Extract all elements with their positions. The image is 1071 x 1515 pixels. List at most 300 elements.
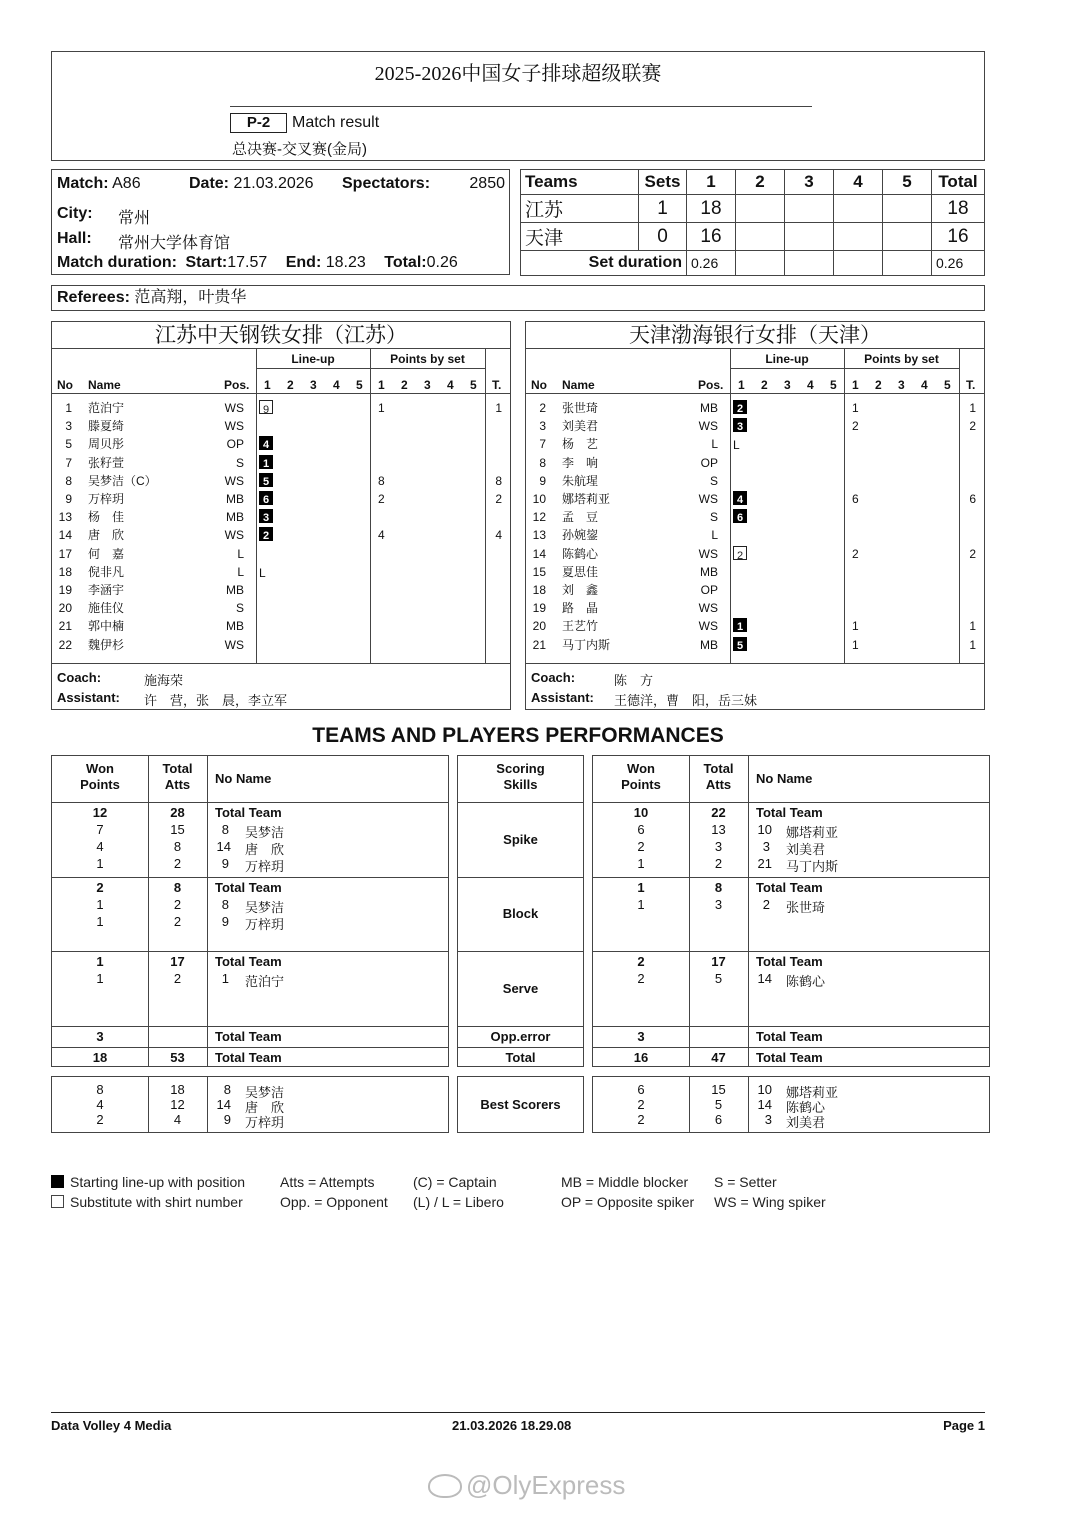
- player-no: 3: [539, 419, 546, 434]
- perf-rule: [52, 877, 448, 878]
- player-pos: WS: [698, 419, 718, 434]
- points-set1: 1: [852, 401, 859, 415]
- spike-team-atts: 28: [170, 805, 185, 820]
- player-atts: 2: [714, 856, 723, 871]
- best-won: 2: [637, 1112, 645, 1127]
- player-no: 19: [532, 601, 546, 616]
- lineup-set-col: 2: [287, 378, 294, 392]
- player-name: 魏伊杉: [88, 637, 125, 652]
- points-total: 4: [495, 528, 502, 543]
- player-atts: 13: [711, 822, 726, 837]
- col-pos: Pos.: [224, 378, 250, 392]
- player-name: 唐 欣: [245, 842, 285, 857]
- legend-atts: Atts = Attempts: [280, 1174, 375, 1190]
- lineup-set-col: 5: [830, 378, 837, 392]
- best-atts: 12: [170, 1097, 185, 1112]
- best-name: 陈鹤心: [786, 1100, 826, 1115]
- player-no: 10: [532, 492, 546, 506]
- player-row: [52, 563, 510, 581]
- player-name: 马丁内斯: [562, 637, 611, 652]
- legend-substitute: Substitute with shirt number: [70, 1194, 243, 1210]
- player-name: 陈鹤心: [786, 974, 826, 989]
- player-won: 1: [96, 856, 104, 871]
- legend-captain: (C) = Captain: [413, 1174, 497, 1190]
- lineup-marker: 4: [733, 491, 747, 505]
- legend-opp: Opp. = Opponent: [280, 1194, 388, 1210]
- set1-duration: 0.26: [687, 251, 736, 276]
- player-row: [52, 472, 510, 490]
- lineup-header: Line-up: [291, 352, 335, 366]
- player-row: [52, 399, 510, 417]
- player-row: [52, 417, 510, 435]
- player-row: [52, 617, 510, 635]
- lineup-marker: 6: [733, 509, 747, 523]
- col-no: No: [531, 378, 547, 392]
- player-no: 15: [532, 564, 546, 579]
- block-team-atts: 8: [173, 880, 182, 895]
- player-pos: WS: [224, 419, 244, 434]
- player-row: [526, 545, 984, 563]
- skill-block: Block: [502, 906, 539, 921]
- player-name: 郭中楠: [88, 619, 125, 634]
- left-best-scorers: [51, 1076, 449, 1133]
- points-total: 8: [495, 473, 502, 488]
- roster-rule: [526, 348, 984, 349]
- h-won: Won: [86, 761, 114, 776]
- player-no: 13: [58, 510, 72, 525]
- h-total: Total: [162, 761, 193, 776]
- player-name: 何 嘉: [88, 546, 125, 561]
- col-name: Name: [88, 378, 121, 392]
- th-total: Total: [932, 170, 985, 195]
- player-atts: 15: [170, 822, 185, 837]
- player-pos: WS: [698, 601, 718, 616]
- player-won: 1: [637, 856, 645, 871]
- home-set1: 18: [687, 195, 736, 223]
- block-team-won: 1: [637, 880, 645, 895]
- player-row: [52, 636, 510, 654]
- player-name: 滕夏绮: [88, 419, 125, 434]
- set-duration-label: Set duration: [521, 251, 687, 276]
- player-pos: OP: [226, 437, 244, 452]
- lineup-marker: 1: [259, 455, 273, 469]
- h-atts: Atts: [705, 777, 732, 792]
- player-won: 4: [96, 839, 104, 854]
- spectators-label: Spectators:: [342, 175, 431, 192]
- player-pos: MB: [226, 583, 244, 597]
- player-pos: L: [711, 528, 718, 543]
- best-name: 娜塔莉亚: [786, 1085, 839, 1100]
- coach-label: Coach:: [57, 670, 102, 685]
- right-performance-table: [592, 755, 990, 1067]
- points-set1: 8: [378, 473, 385, 488]
- points-set-col: 1: [378, 378, 385, 392]
- player-no: 21: [757, 856, 772, 871]
- player-no: 13: [532, 528, 546, 543]
- home-roster: [51, 321, 511, 710]
- player-name: 万梓玥: [245, 917, 285, 932]
- player-no: 20: [58, 601, 72, 616]
- set5-duration: [883, 251, 932, 276]
- points-total: 1: [969, 619, 976, 634]
- player-name: 陈鹤心: [562, 546, 599, 561]
- player-row: [526, 599, 984, 617]
- perf-rule: [458, 877, 583, 878]
- lineup-set-col: 4: [807, 378, 814, 392]
- player-pos: WS: [698, 492, 718, 506]
- report-code: P-2: [230, 113, 287, 133]
- player-won: 7: [96, 822, 104, 837]
- player-row: [526, 417, 984, 435]
- serve-total-team: Total Team: [756, 954, 823, 969]
- legend-s: S = Setter: [714, 1174, 777, 1190]
- serve-team-atts: 17: [711, 954, 726, 969]
- spike-team-atts: 22: [711, 805, 726, 820]
- player-name: 万梓玥: [88, 492, 125, 506]
- player-pos: WS: [224, 528, 244, 543]
- lineup-set-col: 1: [738, 378, 745, 392]
- player-atts: 3: [714, 839, 723, 854]
- h-skills: Skills: [503, 777, 538, 792]
- best-no: 10: [757, 1082, 772, 1097]
- player-pos: L: [237, 546, 244, 561]
- h-scoring: Scoring: [496, 761, 545, 776]
- player-no: 8: [539, 455, 546, 470]
- player-no: 21: [532, 637, 546, 652]
- player-atts: 3: [714, 897, 723, 912]
- player-pos: WS: [224, 637, 244, 652]
- match-date: 21.03.2026: [233, 175, 314, 192]
- points-set-col: 1: [852, 378, 859, 392]
- block-total-team: Total Team: [756, 880, 823, 895]
- legend-ws: WS = Wing spiker: [714, 1194, 826, 1210]
- player-pos: S: [709, 473, 718, 488]
- skill-opp: Opp.error: [490, 1029, 551, 1044]
- player-pos: MB: [226, 492, 244, 506]
- lineup-marker: 2: [733, 400, 747, 414]
- coach-name: 陈 方: [614, 673, 654, 688]
- libero-marker: L: [259, 565, 266, 580]
- player-no: 20: [532, 619, 546, 634]
- performance-title: TEAMS AND PLAYERS PERFORMANCES: [312, 724, 724, 747]
- match-number: A86: [112, 175, 141, 192]
- points-set1: 4: [378, 528, 385, 543]
- player-name: 杨 佳: [88, 510, 125, 525]
- left-performance-table: [51, 755, 449, 1067]
- player-no: 10: [757, 822, 772, 837]
- hall-value: 常州大学体育馆: [118, 235, 231, 252]
- player-pos: WS: [224, 401, 244, 415]
- perf-rule: [458, 802, 583, 803]
- h-total: Total: [703, 761, 734, 776]
- player-row: [526, 454, 984, 472]
- player-row: [526, 617, 984, 635]
- player-no: 1: [221, 971, 229, 986]
- points-set1: 1: [378, 401, 385, 415]
- total-total-team: Total Team: [215, 1050, 282, 1065]
- watermark-text: @OlyExpress: [466, 1470, 626, 1500]
- player-name: 倪非凡: [88, 564, 125, 579]
- perf-rule: [593, 1026, 989, 1027]
- points-set-col: 2: [875, 378, 882, 392]
- th-set2: 2: [736, 170, 785, 195]
- points-set-col: 5: [470, 378, 477, 392]
- best-name: 万梓玥: [245, 1115, 285, 1130]
- lineup-set-col: 2: [761, 378, 768, 392]
- player-no: 21: [58, 619, 72, 634]
- starting-square-icon: [51, 1175, 64, 1188]
- best-won: 8: [96, 1082, 104, 1097]
- start-time: 17.57: [227, 254, 268, 271]
- spike-team-won: 10: [633, 805, 649, 820]
- points-set1: 1: [852, 637, 859, 652]
- player-name: 唐 欣: [88, 528, 125, 543]
- h-points: Points: [80, 777, 120, 792]
- player-row: [52, 526, 510, 544]
- hall-label: Hall:: [57, 230, 92, 247]
- player-row: [52, 454, 510, 472]
- player-name: 刘 鑫: [562, 583, 599, 597]
- col-total: T.: [492, 378, 502, 392]
- lineup-marker: 3: [259, 509, 273, 523]
- player-atts: 5: [714, 971, 723, 986]
- player-no: 5: [65, 437, 72, 452]
- score-table: [520, 169, 985, 276]
- th-set3: 3: [785, 170, 834, 195]
- start-label: Start:: [185, 254, 228, 271]
- player-atts: 2: [173, 856, 182, 871]
- away-set4: [834, 223, 883, 251]
- player-won: 2: [637, 971, 645, 986]
- best-name: 刘美君: [786, 1115, 826, 1130]
- perf-rule: [52, 1047, 448, 1048]
- player-name: 范泊宁: [245, 974, 285, 989]
- perf-rule: [593, 802, 989, 803]
- footer-left: Data Volley 4 Media: [51, 1418, 172, 1433]
- player-row: [526, 581, 984, 599]
- skill-total: Total: [505, 1050, 536, 1065]
- opp-total-team: Total Team: [756, 1029, 823, 1044]
- player-won: 1: [96, 897, 104, 912]
- col-name: Name: [562, 378, 595, 392]
- total-team-atts: 53: [170, 1050, 185, 1065]
- phase: 总决赛-交叉赛(金局): [232, 141, 367, 158]
- referees-box: [51, 285, 985, 311]
- col-no: No: [57, 378, 73, 392]
- player-won: 1: [96, 914, 104, 929]
- lineup-set-col: 3: [784, 378, 791, 392]
- player-name: 娜塔莉亚: [786, 825, 839, 840]
- roster-rule: [52, 663, 510, 664]
- home-set2: [736, 195, 785, 223]
- legend: [51, 1172, 985, 1216]
- player-row: [526, 435, 984, 453]
- lineup-set-col: 3: [310, 378, 317, 392]
- player-won: 1: [96, 971, 104, 986]
- total-set-duration: 0.26: [932, 251, 985, 276]
- footer-right: Page 1: [943, 1418, 985, 1433]
- coach-name: 施海荣: [144, 673, 184, 688]
- points-set1: 6: [852, 492, 859, 506]
- block-team-won: 2: [96, 880, 104, 895]
- perf-rule: [593, 877, 989, 878]
- player-name: 杨 艺: [562, 437, 599, 452]
- player-pos: WS: [698, 546, 718, 561]
- player-name: 张世琦: [562, 401, 599, 415]
- lineup-marker: 2: [733, 546, 747, 560]
- lineup-set-col: 5: [356, 378, 363, 392]
- lineup-marker: 5: [259, 473, 273, 487]
- player-row: [526, 490, 984, 508]
- away-total: 16: [932, 223, 985, 251]
- player-no: 8: [221, 897, 229, 912]
- lineup-marker: 5: [733, 637, 747, 651]
- player-name: 刘美君: [562, 419, 599, 434]
- title-rule: [230, 106, 812, 107]
- best-no: 14: [757, 1097, 772, 1112]
- points-set-col: 5: [944, 378, 951, 392]
- player-name: 李 响: [562, 455, 599, 470]
- player-row: [52, 545, 510, 563]
- player-atts: 2: [173, 971, 182, 986]
- best-won: 6: [637, 1082, 645, 1097]
- block-team-atts: 8: [714, 880, 723, 895]
- city-label: City:: [57, 205, 93, 222]
- match-info-box: [51, 169, 510, 275]
- player-row: [52, 490, 510, 508]
- referees-names: 范高翔，叶贵华: [134, 289, 247, 306]
- home-set4: [834, 195, 883, 223]
- footer-center: 21.03.2026 18.29.08: [452, 1418, 572, 1433]
- points-set-col: 3: [898, 378, 905, 392]
- points-total: 2: [969, 419, 976, 434]
- player-name: 吴梦洁: [245, 825, 285, 840]
- player-pos: MB: [226, 619, 244, 634]
- spike-total-team: Total Team: [756, 805, 823, 820]
- set4-duration: [834, 251, 883, 276]
- best-no: 8: [223, 1082, 231, 1097]
- assistant-label: Assistant:: [531, 690, 594, 705]
- best-name: 吴梦洁: [245, 1085, 285, 1100]
- player-no: 2: [539, 401, 546, 415]
- col-pos: Pos.: [698, 378, 724, 392]
- player-pos: OP: [700, 583, 718, 597]
- player-no: 9: [221, 914, 229, 929]
- player-name: 张籽萱: [88, 455, 125, 470]
- player-no: 22: [58, 637, 72, 652]
- player-name: 孙婉鋆: [562, 528, 599, 543]
- opp-team-won: 3: [96, 1029, 104, 1044]
- best-no: 14: [216, 1097, 231, 1112]
- legend-mb: MB = Middle blocker: [561, 1174, 689, 1190]
- coach-label: Coach:: [531, 670, 576, 685]
- perf-rule: [458, 1047, 583, 1048]
- referees-label: Referees:: [57, 289, 130, 306]
- points-by-set-header: Points by set: [864, 352, 939, 366]
- assistant-names: 许 营，张 晨，李立军: [144, 693, 288, 708]
- player-pos: S: [235, 601, 244, 616]
- player-row: [52, 508, 510, 526]
- player-name: 吴梦洁: [245, 900, 285, 915]
- player-no: 18: [532, 583, 546, 597]
- th-sets: Sets: [639, 170, 687, 195]
- player-no: 2: [762, 897, 770, 912]
- best-atts: 18: [170, 1082, 185, 1097]
- date-label: Date:: [189, 175, 230, 192]
- player-no: 9: [539, 473, 546, 488]
- points-set-col: 4: [921, 378, 928, 392]
- points-total: 6: [969, 492, 976, 506]
- watermark: [428, 1470, 625, 1501]
- player-pos: S: [709, 510, 718, 525]
- away-roster: [525, 321, 985, 710]
- h-won: Won: [627, 761, 655, 776]
- perf-rule: [52, 1026, 448, 1027]
- h-atts: Atts: [164, 777, 191, 792]
- player-row: [526, 636, 984, 654]
- points-total: 2: [495, 492, 502, 506]
- player-atts: 2: [173, 914, 182, 929]
- roster-team-name: 天津渤海银行女排（天津）: [629, 323, 881, 347]
- points-set-col: 3: [424, 378, 431, 392]
- player-name: 孟 豆: [562, 510, 599, 525]
- perf-rule: [593, 1047, 989, 1048]
- serve-total-team: Total Team: [215, 954, 282, 969]
- player-name: 万梓玥: [245, 859, 285, 874]
- player-row: [526, 472, 984, 490]
- report-title: Match result: [292, 114, 380, 131]
- player-name: 李涵宇: [88, 583, 125, 597]
- h-noname: No Name: [215, 771, 272, 786]
- home-sets: 1: [639, 195, 687, 223]
- duration-label: Match duration:: [57, 254, 177, 271]
- player-pos: MB: [226, 510, 244, 525]
- best-no: 9: [223, 1112, 231, 1127]
- footer-rule: [51, 1412, 985, 1413]
- player-no: 8: [221, 822, 229, 837]
- player-pos: MB: [700, 401, 718, 415]
- player-won: 6: [637, 822, 645, 837]
- assistant-label: Assistant:: [57, 690, 120, 705]
- player-row: [52, 599, 510, 617]
- perf-rule: [458, 951, 583, 952]
- skill-serve: Serve: [502, 980, 539, 996]
- player-name: 马丁内斯: [786, 859, 839, 874]
- home-total: 18: [932, 195, 985, 223]
- roster-rule: [52, 393, 510, 394]
- player-name: 路 晶: [562, 601, 599, 616]
- best-atts: 15: [711, 1082, 726, 1097]
- lineup-set-col: 4: [333, 378, 340, 392]
- player-name: 朱航瑆: [562, 473, 599, 488]
- home-set3: [785, 195, 834, 223]
- spike-team-won: 12: [92, 805, 108, 820]
- points-set1: 1: [852, 619, 859, 634]
- set3-duration: [785, 251, 834, 276]
- total-team-won: 16: [633, 1050, 649, 1065]
- points-set-col: 2: [401, 378, 408, 392]
- total-team-won: 18: [92, 1050, 108, 1065]
- opp-team-won: 3: [637, 1029, 645, 1044]
- player-name: 吴梦洁（C）: [88, 473, 157, 488]
- points-set1: 2: [378, 492, 385, 506]
- serve-team-atts: 17: [170, 954, 185, 969]
- opp-total-team: Total Team: [215, 1029, 282, 1044]
- home-set5: [883, 195, 932, 223]
- right-best-scorers: [592, 1076, 990, 1133]
- best-atts: 5: [714, 1097, 723, 1112]
- best-scorers-label-box: [457, 1076, 584, 1133]
